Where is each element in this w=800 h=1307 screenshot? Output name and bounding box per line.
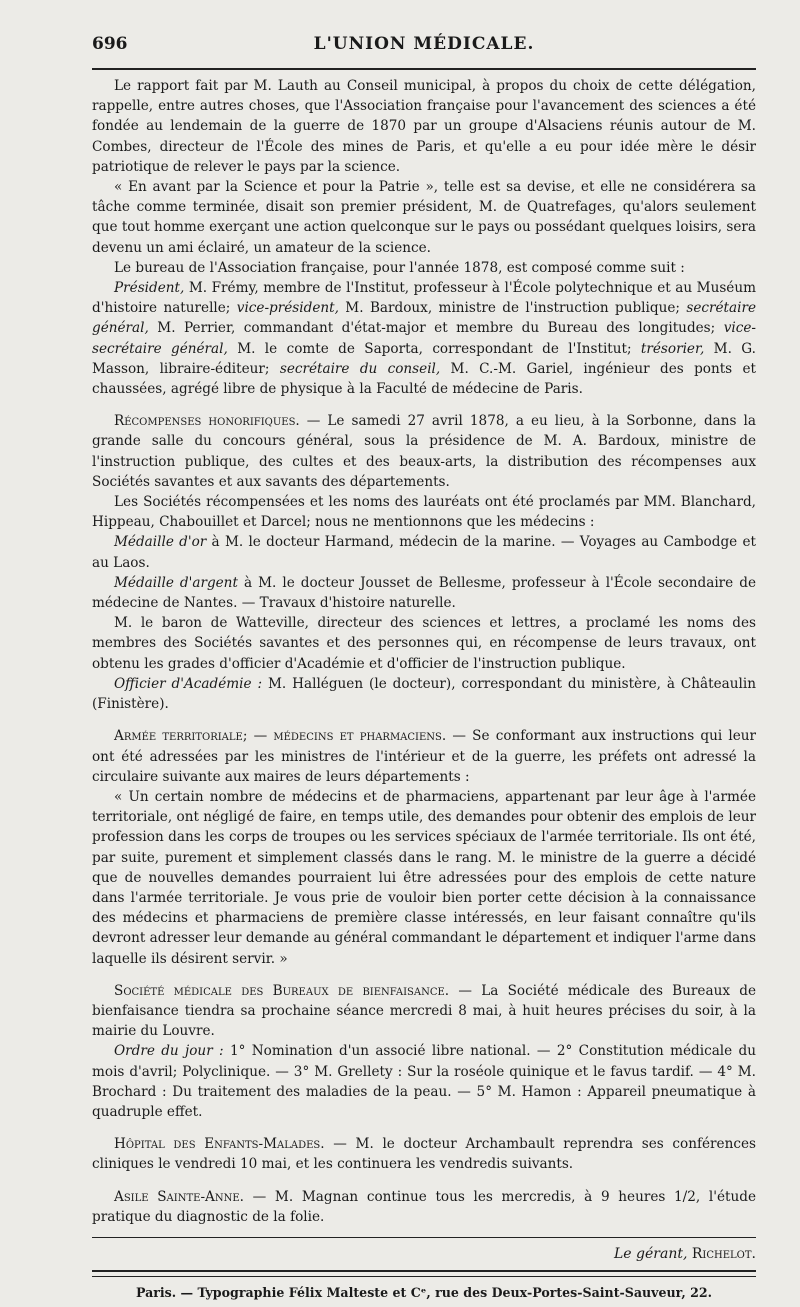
award-paragraph <box>92 674 756 714</box>
footer-rule <box>92 1270 756 1272</box>
article-body <box>92 76 756 1227</box>
text: M. G. Masson, libraire-éditeur; <box>92 340 756 377</box>
award-label: Officier d'Académie : <box>114 675 263 692</box>
paragraph: M. le baron de Watteville, directeur des sciences et lettres, a proclamé les noms des membres des Sociétés savantes et des personnes qui, en récompense de leurs travaux, ont obtenu les grades d'officier d'Académie et d'officier de l'instruction publique. <box>92 615 756 672</box>
text: 1° Nomination d'un associé libre national. — 2° Constitution médicale du mois d'avril; Polyclinique. — 3° M. Grellety : Sur la roséole quinique et le favus tardif. — 4° M. Brochard : Du traitement des maladies de la peau. — 5° M. Hamon : Appareil pneumatique à quadruple effet. <box>92 1043 756 1120</box>
section-recompenses <box>92 411 756 492</box>
text: M. Halléguen (le docteur), correspondant du ministère, à Châteaulin (Finistère). <box>92 675 756 713</box>
text: M. Frémy, membre de l'Institut, professeur à l'École polytechnique et au Muséum d'histoire naturelle; <box>92 280 756 317</box>
text: M. le comte de Saporta, correspondant de l'Institut; <box>227 340 641 357</box>
running-title: L'UNION MÉDICALE. <box>313 34 535 54</box>
signature <box>92 1246 756 1262</box>
award-label: Médaille d'or <box>114 534 207 551</box>
role-label: vice-président, <box>236 300 339 317</box>
section-heading: Société médicale des Bureaux de bienfaisance. <box>114 982 450 999</box>
header-rule <box>92 68 756 70</box>
page-header <box>92 0 756 62</box>
text: — M. Magnan continue tous les mercredis, à 9 heures 1/2, l'étude pratique du diagnostic de la folie. <box>92 1188 756 1225</box>
circular-quote: « Un certain nombre de médecins et de pharmaciens, appartenant par leur âge à l'armée territoriale, ont négligé de faire, en temps utile, des demandes pour obtenir des emplois de leur profession dans les corps de troupes ou les services spéciaux de l'armée territoriale. Ils ont été, par suite, purement et simplement classés dans le rang. M. le ministre de la guerre a décidé que de nouvelles demandes pourraient lui être adressées pour des emplois de cette nature dans l'armée territoriale. Je vous prie de vouloir bien porter cette décision à la connaissance des médecins et pharmaciens de première classe intéressés, en leur faisant connaître qu'ils devront adresser leur demande au général commandant le département et indiquer l'arme dans laquelle ils désirent servir. » <box>92 788 756 967</box>
signature-name: Richelot. <box>687 1245 756 1262</box>
text: — Se conformant aux instructions qui leur ont été adressées par les ministres de l'intérieur et de la guerre, les préfets ont adressé la circulaire suivante aux maires de leurs départements : <box>92 728 756 785</box>
section-heading: Asile Sainte-Anne. <box>114 1188 244 1205</box>
agenda-paragraph <box>92 1041 756 1122</box>
text: à M. le docteur Harmand, médecin de la marine. — Voyages au Cambodge et au Laos. <box>92 534 756 571</box>
text: — La Société médicale des Bureaux de bienfaisance tiendra sa prochaine séance mercredi 8 mai, à huit heures précises du soir, à la mairie du Louvre. <box>92 982 756 1040</box>
section-heading: Récompenses honorifiques. <box>114 413 300 430</box>
section-societe <box>92 981 756 1042</box>
section-heading: Armée territoriale; — médecins et pharmaciens. <box>114 728 447 745</box>
section-hopital <box>92 1134 756 1174</box>
paragraph: Le bureau de l'Association française, pour l'année 1878, est composé comme suit : <box>114 259 685 276</box>
bureau-paragraph <box>92 278 756 399</box>
paragraph: Les Sociétés récompensées et les noms des lauréats ont été proclamés par MM. Blanchard, Hippeau, Chabouillet et Darcel; nous ne mentionnons que les médecins : <box>92 494 756 531</box>
section-heading: Hôpital des Enfants-Malades. <box>114 1136 325 1153</box>
role-label: Président, <box>114 280 185 297</box>
text: M. C.-M. Gariel, ingénieur des ponts et chaussées, agrégé libre de physique à la Faculté de médecine de Paris. <box>92 360 757 398</box>
section-armee <box>92 726 756 787</box>
text: — M. le docteur Archambault reprendra ses conférences cliniques le vendredi 10 mai, et les continuera les vendredis suivants. <box>92 1136 756 1173</box>
award-paragraph <box>92 573 756 613</box>
page-number: 696 <box>92 34 128 54</box>
role-label: secrétaire du conseil, <box>279 360 441 377</box>
role-label: secrétaire général, <box>92 300 756 337</box>
paragraph: « En avant par la Science et pour la Patrie », telle est sa devise, et elle ne considérera sa tâche comme terminée, disait son premier président, M. de Quatrefages, qu'alors seulement que tout homme exerçant une action quelconque sur le pays ou possédant quelques loisirs, sera devenu un ami éclairé, un amateur de la science. <box>92 179 756 256</box>
text: — Le samedi 27 avril 1878, a eu lieu, à la Sorbonne, dans la grande salle du concours général, sous la présidence de M. A. Bardoux, ministre de l'instruction publique, des cultes et des beaux-arts, la distribution des récompenses aux Sociétés savantes et aux savants des départements. <box>92 413 756 490</box>
text: M. Perrier, commandant d'état-major et membre du Bureau des longitudes; <box>148 320 724 337</box>
signature-label: Le gérant, <box>614 1245 688 1262</box>
award-label: Médaille d'argent <box>114 574 238 591</box>
award-paragraph <box>92 532 756 572</box>
role-label: trésorier, <box>640 340 705 357</box>
footer-rule <box>92 1276 756 1277</box>
text: à M. le docteur Jousset de Bellesme, professeur à l'École secondaire de médecine de Nantes. — Travaux d'histoire naturelle. <box>92 574 756 612</box>
paragraph: Le rapport fait par M. Lauth au Conseil municipal, à propos du choix de cette délégation, rappelle, entre autres choses, que l'Association française pour l'avancement des sciences a été fondée au lendemain de la guerre de 1870 par un groupe d'Alsaciens réunis autour de M. Combes, directeur de l'École des mines de Paris, et qu'elle a eu pour idée mère le désir patriotique de relever le pays par la science. <box>92 78 756 175</box>
role-label: vice-secrétaire général, <box>92 320 756 357</box>
printer-imprint: Paris. — Typographie Félix Malteste et Cᵉ, rue des Deux-Portes-Saint-Sauveur, 22. <box>135 1284 713 1300</box>
section-asile <box>92 1187 756 1227</box>
agenda-label: Ordre du jour : <box>114 1043 224 1060</box>
signature-rule <box>92 1237 756 1238</box>
text: M. Bardoux, ministre de l'instruction publique; <box>338 300 687 317</box>
